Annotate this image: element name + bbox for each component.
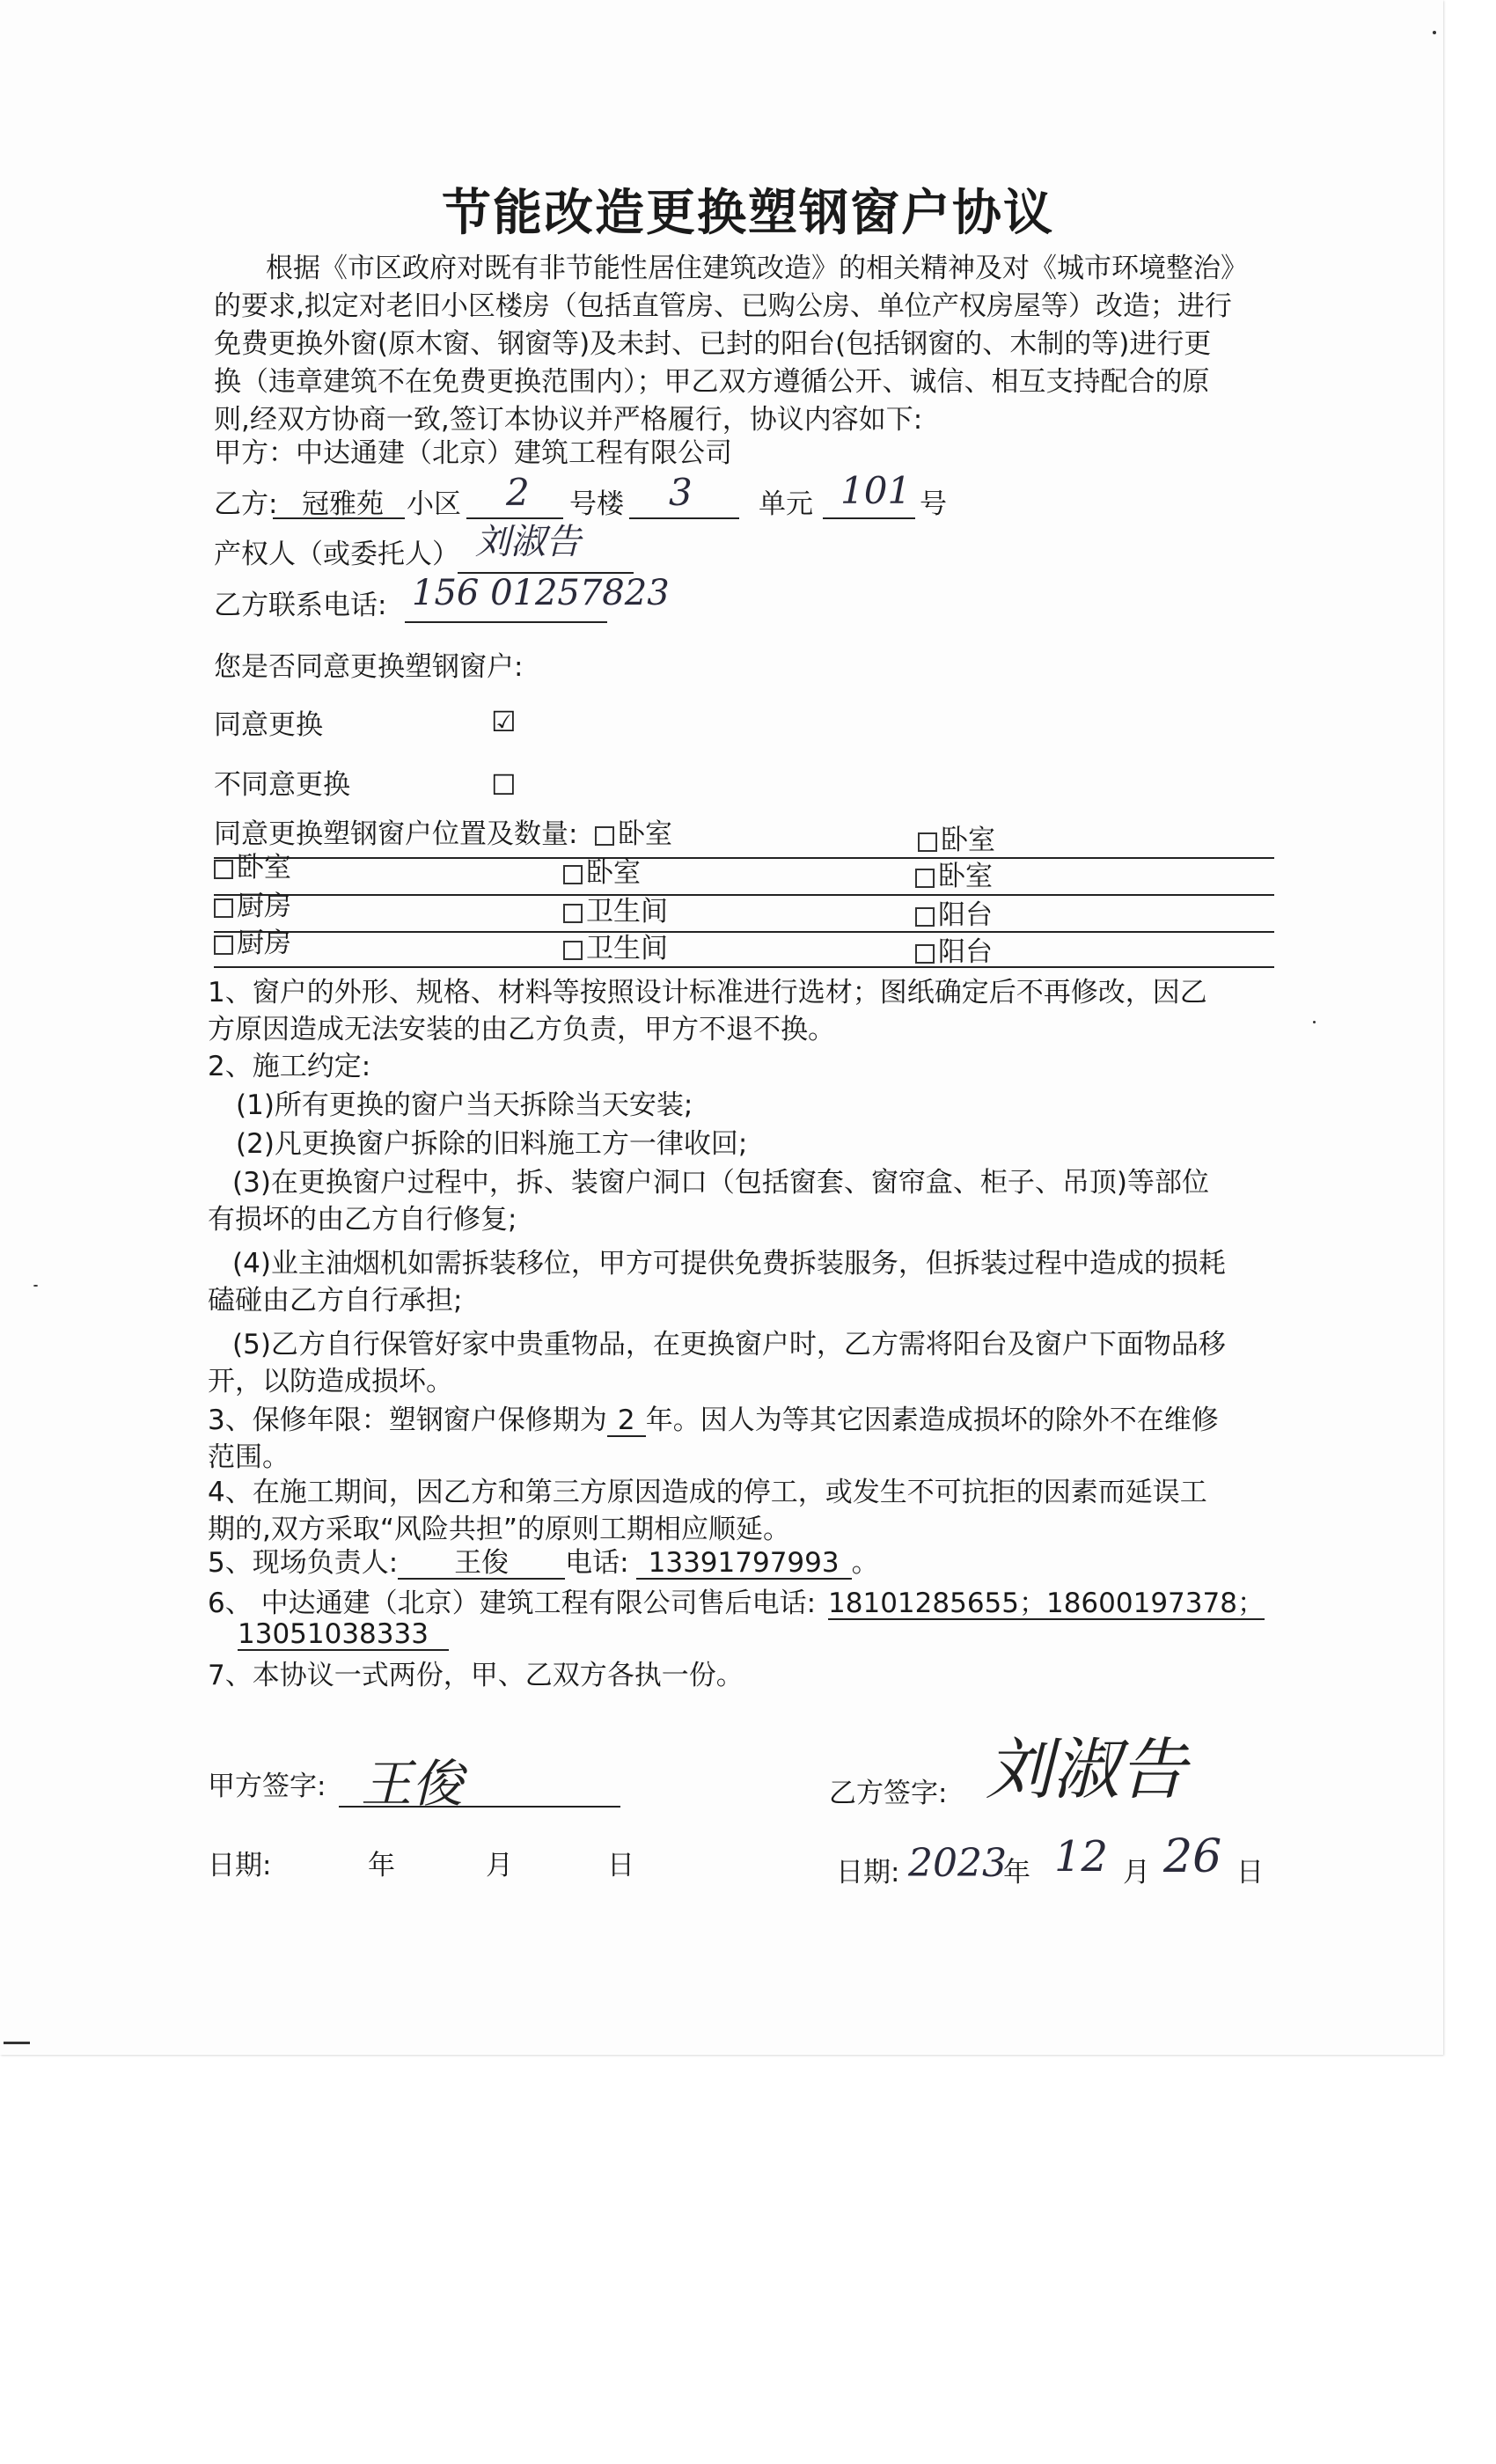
party-b-day-value: 26 xyxy=(1163,1830,1222,1883)
position-row1-col0: 卧室 xyxy=(214,850,291,885)
position-row3-col1: 卫生间 xyxy=(563,931,668,966)
intro-line-1: 根据《市区政府对既有非节能性居住建筑改造》的相关精神及对《城市环境整治》 xyxy=(266,253,1248,284)
positions-line-3 xyxy=(214,966,1274,968)
party-a-year: 年 xyxy=(368,1850,395,1881)
checkbox-icon[interactable] xyxy=(915,869,935,888)
party-a: 甲方：中达通建（北京）建筑工程有限公司 xyxy=(214,437,732,469)
position-row3-col2: 阳台 xyxy=(915,935,993,970)
intro-line-3: 免费更换外窗(原木窗、钢窗等)及未封、已封的阳台(包括钢窗的、木制的等)进行更 xyxy=(214,328,1212,360)
checkbox-icon[interactable] xyxy=(563,941,583,960)
room-underline xyxy=(823,517,915,519)
position-row1-col2: 卧室 xyxy=(915,859,993,894)
position-row3-col0: 厨房 xyxy=(214,926,291,961)
clause2-item1: (1)所有更换的窗户当天拆除当天安装; xyxy=(236,1089,693,1121)
unit-number: 3 xyxy=(669,471,693,514)
site-manager-name: 王俊 xyxy=(398,1548,565,1580)
clause3-line1: 3、保修年限：塑钢窗户保修期为 2 年。因人为等其它因素造成损坏的除外不在维修 xyxy=(208,1404,1219,1436)
clause2-heading: 2、施工约定: xyxy=(208,1051,371,1082)
scan-speck xyxy=(1433,31,1436,34)
party-a-date-label: 日期: xyxy=(208,1850,272,1881)
party-a-sign-label: 甲方签字: xyxy=(208,1771,326,1802)
party-b-label: 乙方: xyxy=(214,488,278,520)
clause2-item2: (2)凡更换窗户拆除的旧料施工方一律收回; xyxy=(236,1128,748,1160)
positions-line-1 xyxy=(214,894,1274,896)
scan-speck xyxy=(1313,1021,1316,1023)
site-manager-phone: 13391797993 xyxy=(636,1548,852,1580)
clause2-item4a: (4)业主油烟机如需拆装移位，甲方可提供免费拆装服务，但拆装过程中造成的损耗 xyxy=(232,1248,1226,1280)
clause5-line: 5、现场负责人: 王俊 电话: 13391797993 。 xyxy=(208,1547,879,1579)
party-a-sign-underline xyxy=(339,1806,620,1808)
scan-speck xyxy=(4,2042,30,2044)
document-title: 节能改造更换塑钢窗户协议 xyxy=(442,185,1054,242)
community-name: 冠雅苑 xyxy=(302,488,384,520)
room-suffix: 号 xyxy=(920,488,947,520)
phone-label: 乙方联系电话: xyxy=(214,590,387,621)
party-a-month: 月 xyxy=(486,1850,513,1881)
checkbox-icon[interactable] xyxy=(595,826,614,846)
checkbox-icon[interactable] xyxy=(915,907,935,927)
unit-underline xyxy=(629,517,739,519)
position-row2-col1: 卫生间 xyxy=(563,894,668,929)
phone-underline xyxy=(405,621,607,623)
checkbox-icon[interactable] xyxy=(563,865,583,884)
phone-value: 156 01257823 xyxy=(412,573,670,613)
party-b-day: 日 xyxy=(1236,1857,1264,1888)
checkbox-icon[interactable] xyxy=(918,832,937,852)
clause3-line2: 范围。 xyxy=(208,1441,290,1473)
building-suffix: 号楼 xyxy=(569,488,624,520)
clause4-line2: 期的,双方采取“风险共担”的原则工期相应顺延。 xyxy=(208,1514,790,1545)
scan-speck xyxy=(33,1285,38,1287)
room-number: 101 xyxy=(840,469,912,512)
clause6-line1: 6、 中达通建（北京）建筑工程有限公司售后电话: 18101285655；18600197378； xyxy=(208,1588,1265,1619)
checkbox-icon[interactable] xyxy=(915,944,935,964)
checkbox-icon[interactable] xyxy=(214,860,233,879)
clause1-line1: 1、窗户的外形、规格、材料等按照设计标准进行选材；图纸确定后不再修改，因乙 xyxy=(208,977,1207,1008)
position-row0-col0: 卧室 xyxy=(595,817,672,852)
warranty-years: 2 xyxy=(607,1405,646,1437)
agree-label: 同意更换 xyxy=(214,709,323,741)
checkbox-icon[interactable] xyxy=(563,904,583,923)
intro-line-2: 的要求,拟定对老旧小区楼房（包括直管房、已购公房、单位产权房屋等）改造；进行 xyxy=(214,290,1232,322)
party-b-date-label: 日期: xyxy=(836,1857,900,1888)
disagree-label: 不同意更换 xyxy=(214,769,350,801)
building-underline xyxy=(466,517,563,519)
clause1-line2: 方原因造成无法安装的由乙方负责，甲方不退不换。 xyxy=(208,1014,835,1045)
agree-checkbox[interactable]: ☑ xyxy=(491,705,517,738)
position-row0-col1: 卧室 xyxy=(918,823,995,858)
intro-line-4: 换（违章建筑不在免费更换范围内）；甲乙双方遵循公开、诚信、相互支持配合的原 xyxy=(214,366,1210,398)
clause2-item3b: 有损坏的由乙方自行修复; xyxy=(208,1204,517,1236)
position-row1-col1: 卧室 xyxy=(563,855,641,891)
party-b-month-value: 12 xyxy=(1054,1832,1109,1881)
position-row2-col0: 厨房 xyxy=(214,889,291,924)
owner-label: 产权人（或委托人） xyxy=(214,539,459,570)
party-a-day: 日 xyxy=(607,1850,634,1881)
building-number: 2 xyxy=(506,471,530,514)
disagree-checkbox[interactable]: ☐ xyxy=(491,768,517,802)
party-b-year-value: 2023 xyxy=(908,1841,1007,1886)
community-suffix: 小区 xyxy=(407,488,461,520)
clause2-item5b: 开，以防造成损坏。 xyxy=(208,1366,453,1397)
position-row2-col2: 阳台 xyxy=(915,898,993,933)
owner-name: 刘淑告 xyxy=(475,522,581,562)
clause7: 7、本协议一式两份，甲、乙双方各执一份。 xyxy=(208,1660,744,1691)
positions-line-0 xyxy=(214,857,1274,859)
after-sales-phones-1: 18101285655；18600197378； xyxy=(828,1588,1265,1619)
party-a-signature: 王俊 xyxy=(361,1754,464,1814)
positions-line-2 xyxy=(214,931,1274,933)
party-b-year: 年 xyxy=(1003,1857,1030,1888)
positions-label: 同意更换塑钢窗户位置及数量: xyxy=(214,818,578,850)
intro-line-5: 则,经双方协商一致,签订本协议并严格履行，协议内容如下: xyxy=(214,404,923,436)
after-sales-phones-2: 13051038333 xyxy=(238,1619,449,1651)
clause4-line1: 4、在施工期间，因乙方和第三方原因造成的停工，或发生不可抗拒的因素而延误工 xyxy=(208,1477,1207,1508)
community-underline xyxy=(273,517,405,519)
party-b-month: 月 xyxy=(1123,1857,1150,1888)
clause2-item4b: 磕碰由乙方自行承担; xyxy=(208,1285,463,1316)
unit-suffix: 单元 xyxy=(759,488,813,520)
consent-question: 您是否同意更换塑钢窗户: xyxy=(214,651,524,683)
checkbox-icon[interactable] xyxy=(214,935,233,955)
party-b-signature: 刘淑告 xyxy=(986,1730,1186,1808)
checkbox-icon[interactable] xyxy=(214,898,233,918)
clause2-item5a: (5)乙方自行保管好家中贵重物品，在更换窗户时，乙方需将阳台及窗户下面物品移 xyxy=(232,1329,1226,1360)
clause2-item3a: (3)在更换窗户过程中，拆、装窗户洞口（包括窗套、窗帘盒、柜子、吊顶)等部位 xyxy=(232,1167,1210,1199)
party-b-sign-label: 乙方签字: xyxy=(829,1778,948,1809)
